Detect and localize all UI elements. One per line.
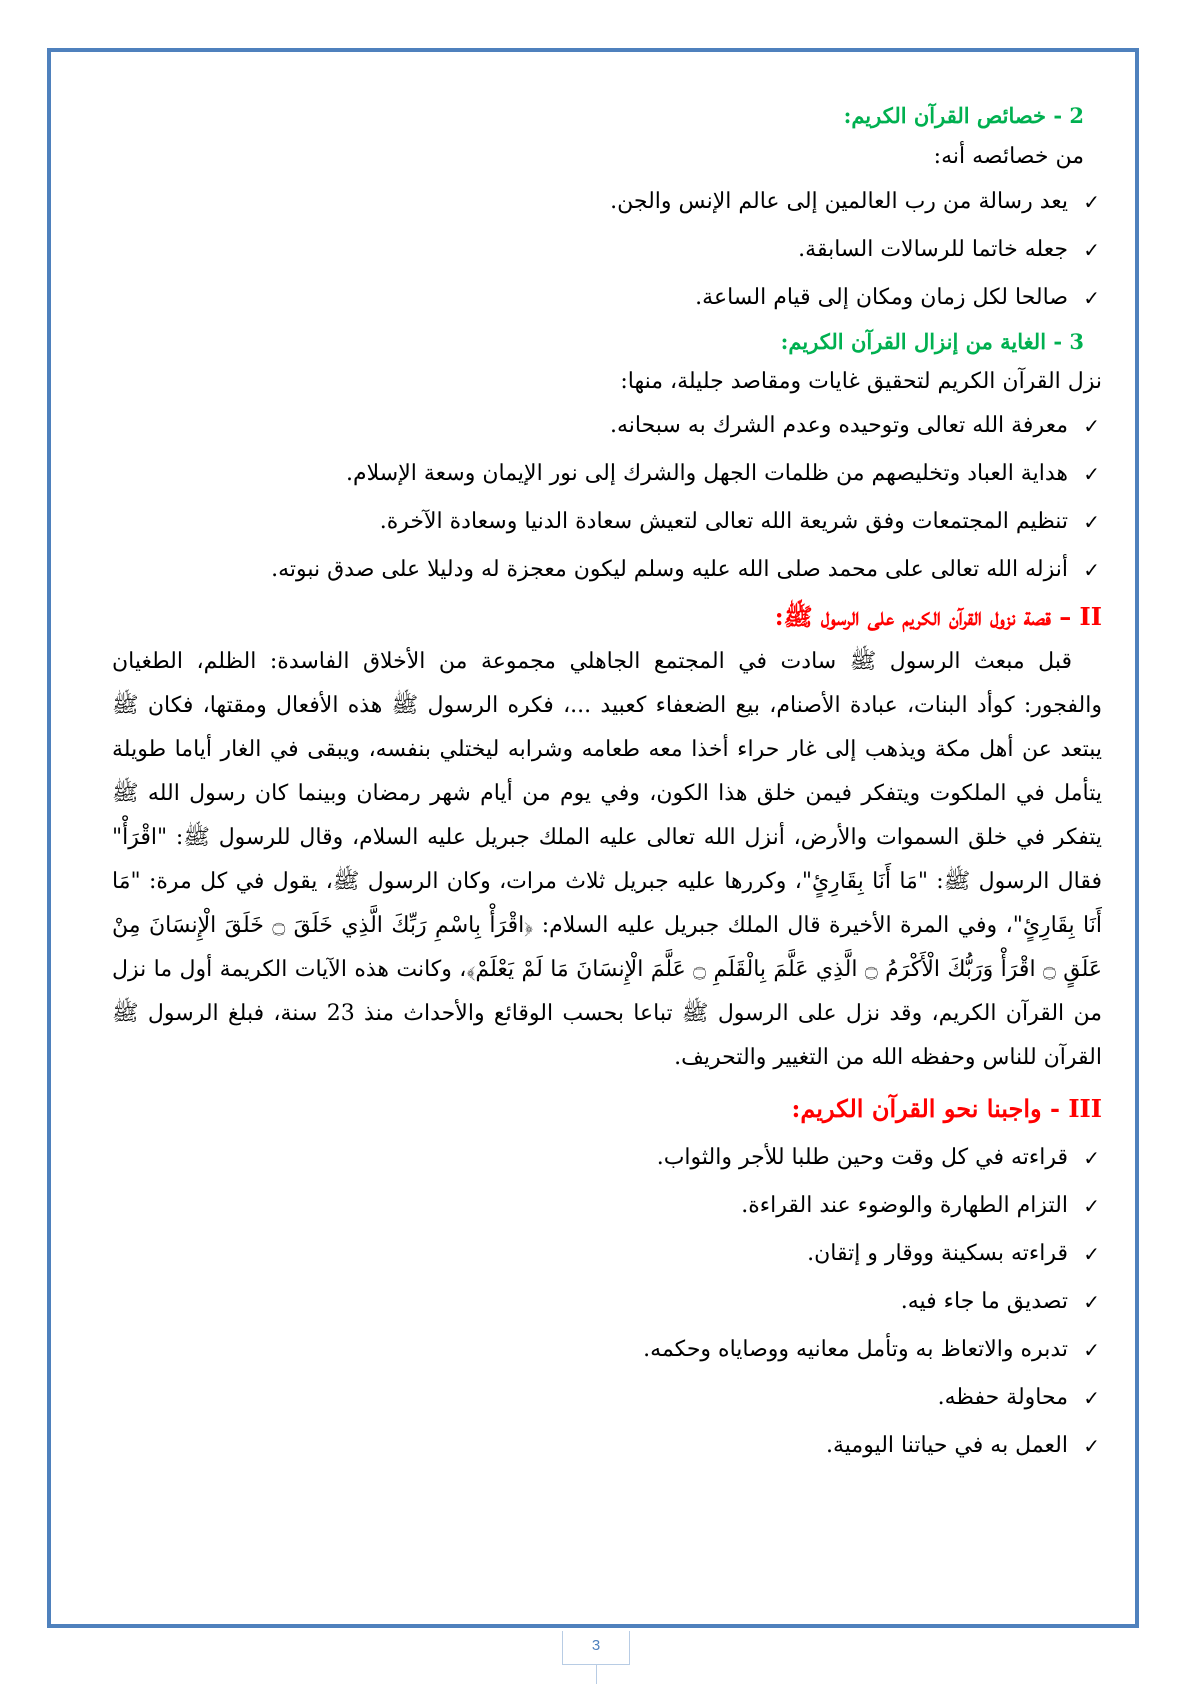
checkmark-icon: ✓ (1083, 238, 1100, 262)
page-number: 3 (562, 1631, 630, 1665)
page-content (112, 96, 1102, 1470)
checkmark-icon: ✓ (1083, 510, 1100, 534)
section-II-paragraph: قبل مبعث الرسول ﷺ سادت في المجتمع الجاهلي مجموعة من الأخلاق الفاسدة: الظلم، الطغيان والفجور: كوأد البنات، عبادة الأصنام، بيع الضعفاء كعبيد ...، فكره الرسول ﷺ هذه الأفعال ومقتها، فكان ﷺ يبتعد عن أهل مكة ويذهب إلى غار حراء أخذا معه طعامه وشرابه ليختلي بنفسه، ويبقى في الغار أياما طويلة يتأمل في الملكوت ويتفكر فيمن خلق هذا الكون، وفي يوم من أيام شهر رمضان وبينما كان رسول الله ﷺ يتفكر في خلق السموات والأرض، أنزل الله تعالى عليه الملك جبريل عليه السلام، وقال للرسول ﷺ: "اقْرَأْ" فقال الرسول ﷺ: "مَا أَنَا بِقَارِئٍ"، وكررها عليه جبريل ثلاث مرات، وكان الرسول ﷺ، يقول في كل مرة: "مَا أَنَا بِقَارِئٍ"، وفي المرة الأخيرة قال الملك جبريل عليه السلام: ﴿اقْرَأْ بِاسْمِ رَبِّكَ الَّذِي خَلَقَ ۝ خَلَقَ الْإِنسَانَ مِنْ عَلَقٍ ۝ اقْرَأْ وَرَبُّكَ الْأَكْرَمُ ۝ الَّذِي عَلَّمَ بِالْقَلَمِ ۝ عَلَّمَ الْإِنسَانَ مَا لَمْ يَعْلَمْ﴾، وكانت هذه الآيات الكريمة أول ما نزل من القرآن الكريم، وقد نزل على الرسول ﷺ تباعا بحسب الوقائع والأحداث منذ 23 سنة، فبلغ الرسول ﷺ القرآن للناس وحفظه الله من التغيير والتحريف. (112, 649, 1102, 1070)
checkmark-icon: ✓ (1083, 1434, 1100, 1458)
section-2-heading: 2 - خصائص القرآن الكريم: (843, 103, 1084, 128)
list-item: ✓ يعد رسالة من رب العالمين إلى عالم الإنس والجن. (112, 178, 1102, 226)
checkmark-icon: ✓ (1083, 1194, 1100, 1218)
section-III-heading: III - واجبنا نحو القرآن الكريم: (791, 1094, 1102, 1123)
checkmark-icon: ✓ (1083, 414, 1100, 438)
checkmark-icon: ✓ (1083, 462, 1100, 486)
list-item: ✓ العمل به في حياتنا اليومية. (112, 1422, 1102, 1470)
list-item: ✓ معرفة الله تعالى وتوحيده وعدم الشرك به سبحانه. (112, 402, 1102, 450)
checkmark-icon: ✓ (1083, 190, 1100, 214)
section-2-intro: من خصائصه أنه: (933, 144, 1084, 169)
checkmark-icon: ✓ (1083, 1242, 1100, 1266)
section-2-list (112, 178, 1102, 322)
list-item: ✓ تدبره والاتعاظ به وتأمل معانيه ووصاياه وحكمه. (112, 1326, 1102, 1374)
list-item: ✓ التزام الطهارة والوضوء عند القراءة. (112, 1182, 1102, 1230)
list-item: ✓ تصديق ما جاء فيه. (112, 1278, 1102, 1326)
list-item: ✓ محاولة حفظه. (112, 1374, 1102, 1422)
list-item: ✓ هداية العباد وتخليصهم من ظلمات الجهل والشرك إلى نور الإيمان وسعة الإسلام. (112, 450, 1102, 498)
section-II-heading: II – قصة نزول القرآن الكريم على الرسول ﷺ: (774, 602, 1102, 631)
checkmark-icon: ✓ (1083, 558, 1100, 582)
list-item: ✓ أنزله الله تعالى على محمد صلى الله عليه وسلم ليكون معجزة له ودليلا على صدق نبوته. (112, 546, 1102, 594)
section-3-list (112, 402, 1102, 594)
list-item: ✓ تنظيم المجتمعات وفق شريعة الله تعالى لتعيش سعادة الدنيا وسعادة الآخرة. (112, 498, 1102, 546)
section-3-intro: نزل القرآن الكريم لتحقيق غايات ومقاصد جليلة، منها: (620, 369, 1102, 394)
checkmark-icon: ✓ (1083, 1386, 1100, 1410)
list-item: ✓ قراءته في كل وقت وحين طلبا للأجر والثواب. (112, 1134, 1102, 1182)
list-item: ✓ جعله خاتما للرسالات السابقة. (112, 226, 1102, 274)
page-number-stem (596, 1664, 597, 1684)
checkmark-icon: ✓ (1083, 1338, 1100, 1362)
list-item: ✓ قراءته بسكينة ووقار و إتقان. (112, 1230, 1102, 1278)
checkmark-icon: ✓ (1083, 1146, 1100, 1170)
section-III-list (112, 1134, 1102, 1470)
section-3-heading: 3 - الغاية من إنزال القرآن الكريم: (780, 329, 1084, 354)
checkmark-icon: ✓ (1083, 286, 1100, 310)
list-item: ✓ صالحا لكل زمان ومكان إلى قيام الساعة. (112, 274, 1102, 322)
checkmark-icon: ✓ (1083, 1290, 1100, 1314)
